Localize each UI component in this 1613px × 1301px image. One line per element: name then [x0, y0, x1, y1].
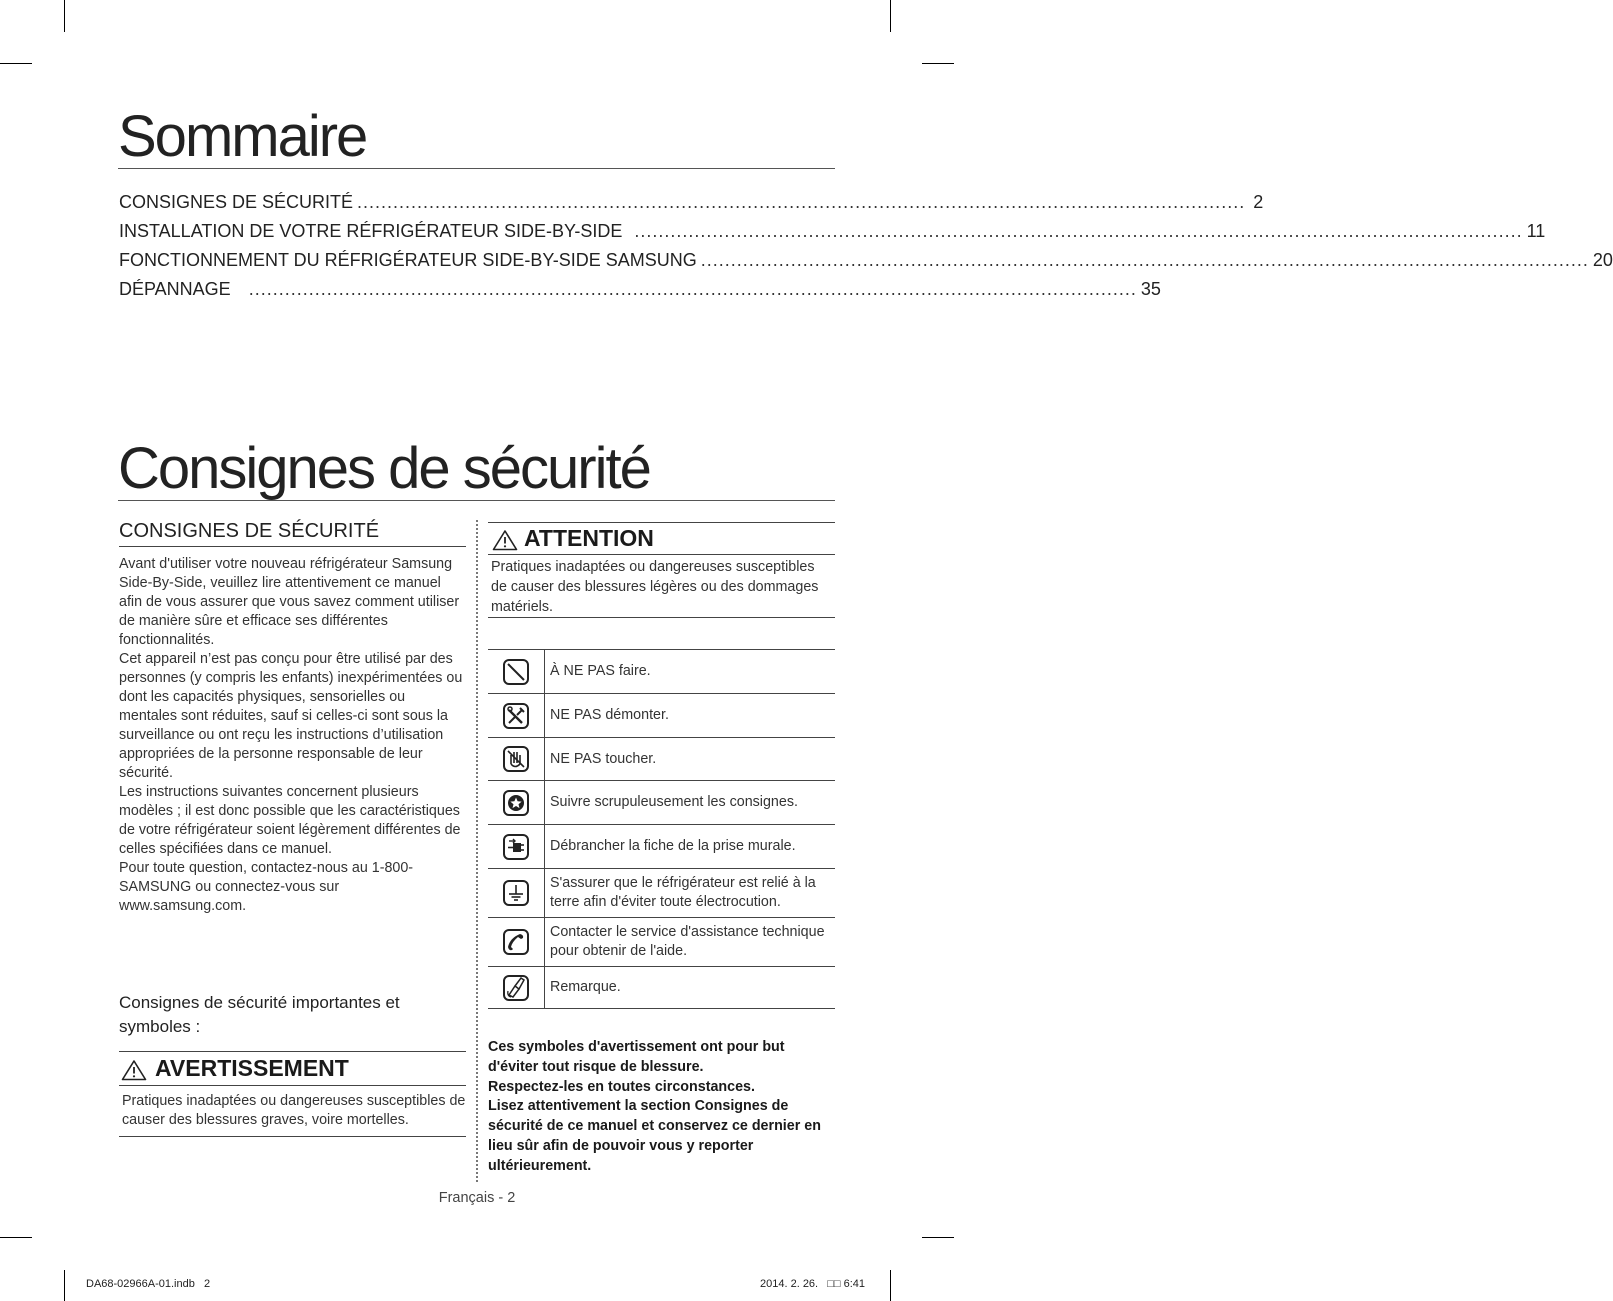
toc-entry[interactable]: [119, 250, 1613, 279]
intro-text: [119, 555, 467, 916]
crop-mark: [922, 63, 954, 64]
symbol-description: S'assurer que le réfrigérateur est relié à la terre afin d'éviter toute électrocution.: [545, 869, 836, 918]
caution-title-bar: [488, 523, 835, 555]
ground-icon: [502, 879, 530, 907]
crop-mark: [922, 1237, 954, 1238]
chapter-title: Consignes de sécurité: [118, 440, 835, 501]
intro-paragraph: Pour toute question, contactez-nous au 1-800-SAMSUNG ou connectez-vous sur www.samsung.com.: [119, 860, 414, 914]
crop-mark: [890, 0, 891, 32]
table-row: [488, 918, 835, 967]
page-number: Français - 2: [438, 1190, 516, 1206]
intro-paragraph: Cet appareil n’est pas conçu pour être utilisé par des personnes (y compris les enfants) inexpérimentées ou dont les capacités physiques, sensorielles ou mentales sont réduites, sauf si celles-ci sont sous la surveillance ou ont reçu les instructions d’utilisation appropriées de la personne responsable de leur sécurité.: [119, 651, 463, 781]
symbols-note: [488, 1038, 838, 1177]
section-heading: CONSIGNES DE SÉCURITÉ: [119, 520, 466, 547]
crop-mark: [64, 1270, 65, 1301]
warning-title: AVERTISSEMENT: [155, 1055, 349, 1081]
toc-entry-label: DÉPANNAGE: [119, 279, 231, 299]
toc-leader-dots: ....................................................................................................................................................: [634, 221, 1523, 241]
toc-leader-dots: ....................................................................................................................................................: [357, 192, 1246, 212]
symbol-description: À NE PAS faire.: [545, 650, 836, 694]
warning-triangle-icon: [492, 529, 518, 557]
crop-mark: [890, 1270, 891, 1301]
symbol-description: Suivre scrupuleusement les consignes.: [545, 781, 836, 825]
toc-title: Sommaire: [118, 108, 835, 169]
table-row: [488, 825, 835, 869]
caution-box: [488, 522, 835, 618]
intro-paragraph: Avant d'utiliser votre nouveau réfrigérateur Samsung Side-By-Side, veuillez lire attentivement ce manuel afin de vous assurer que vous savez comment utiliser de manière sûre et efficace ses différentes fonctionnalités.: [119, 556, 460, 648]
toc-entry-label: CONSIGNES DE SÉCURITÉ: [119, 192, 354, 212]
toc-entry[interactable]: [119, 279, 1161, 308]
no-disassembly-icon: [502, 702, 530, 730]
symbol-description: NE PAS démonter.: [545, 694, 836, 738]
crop-mark: [0, 63, 32, 64]
phone-icon: [502, 928, 530, 956]
toc-entry-label: FONCTIONNEMENT DU RÉFRIGÉRATEUR SIDE-BY-SIDE SAMSUNG: [119, 250, 697, 270]
warning-triangle-icon: [121, 1059, 147, 1087]
symbol-description: Contacter le service d'assistance technique pour obtenir de l'aide.: [545, 918, 836, 967]
symbol-description: Débrancher la fiche de la prise murale.: [545, 825, 836, 869]
table-row: [488, 738, 835, 781]
table-row: [488, 650, 835, 694]
table-row: [488, 967, 835, 1009]
note-icon: [502, 974, 530, 1002]
caution-title: ATTENTION: [524, 525, 654, 551]
crop-mark: [0, 1237, 32, 1238]
follow-instructions-icon: [502, 789, 530, 817]
toc-entry-label: INSTALLATION DE VOTRE RÉFRIGÉRATEUR SIDE-BY-SIDE: [119, 221, 623, 241]
warning-text: Pratiques inadaptées ou dangereuses susceptibles de causer des blessures graves, voire mortelles.: [122, 1093, 466, 1128]
toc-entry-page: 2: [1253, 192, 1264, 212]
crop-mark: [64, 0, 65, 32]
warning-box: [119, 1051, 466, 1137]
caution-text: Pratiques inadaptées ou dangereuses susceptibles de causer des blessures légères ou des dommages matériels.: [491, 559, 819, 615]
symbol-description: Remarque.: [545, 967, 836, 1009]
toc-entry-page: 11: [1526, 221, 1546, 241]
unplug-icon: [502, 833, 530, 861]
toc-entry-page: 35: [1140, 279, 1161, 299]
note-line: Lisez attentivement la section Consignes de sécurité de ce manuel et conservez ce dernier en lieu sûr afin de pouvoir vous y reporter ultérieurement.: [488, 1098, 821, 1174]
table-row: [488, 781, 835, 825]
prohibited-icon: [502, 658, 530, 686]
table-row: [488, 869, 835, 918]
intro-paragraph: Les instructions suivantes concernent plusieurs modèles ; il est donc possible que les caractéristiques de votre réfrigérateur soient légèrement différentes de celles spécifiées dans ce manuel.: [119, 784, 461, 857]
warning-title-bar: [119, 1052, 466, 1086]
toc-entry-page: 20: [1592, 250, 1613, 270]
table-of-contents: [119, 192, 1613, 308]
symbols-subheading: Consignes de sécurité importantes et symboles :: [119, 993, 400, 1036]
toc-entry[interactable]: [119, 221, 1546, 250]
toc-leader-dots: ....................................................................................................................................................: [700, 250, 1589, 270]
note-line: Ces symboles d'avertissement ont pour but d'éviter tout risque de blessure.: [488, 1039, 785, 1075]
column-divider: [476, 520, 478, 1182]
toc-leader-dots: ....................................................................................................................................................: [248, 279, 1137, 299]
print-slug-file: DA68-02966A-01.indb 2: [86, 1278, 211, 1290]
toc-entry[interactable]: [119, 192, 1264, 221]
symbols-table: [488, 649, 835, 1009]
print-slug-date: 2014. 2. 26. □□ 6:41: [760, 1278, 866, 1290]
no-touch-icon: [502, 745, 530, 773]
table-row: [488, 694, 835, 738]
symbol-description: NE PAS toucher.: [545, 738, 836, 781]
note-line: Respectez-les en toutes circonstances.: [488, 1078, 755, 1095]
